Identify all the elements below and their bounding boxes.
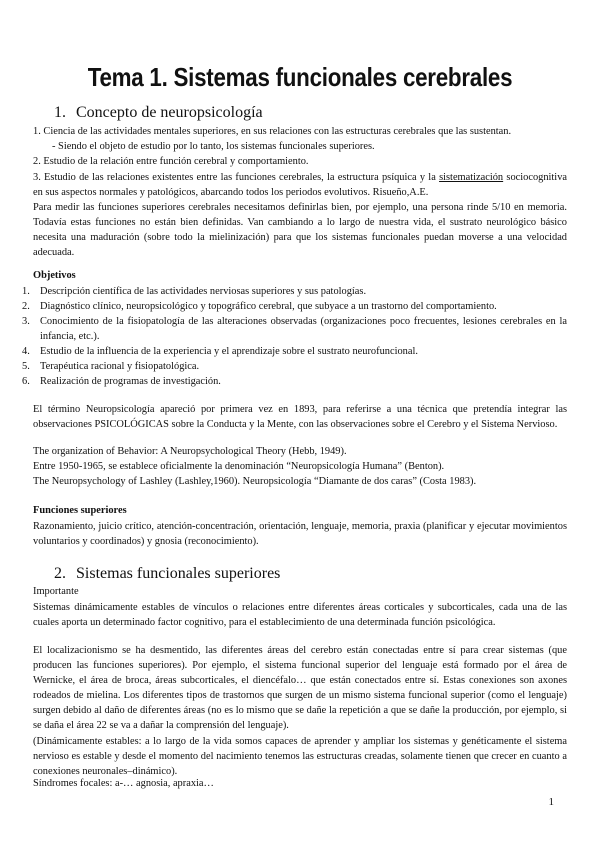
list-item: [22, 314, 567, 344]
measurement-paragraph: Para medir las funciones superiores cerebrales necesitamos definirlas bien, por ejemplo, una persona rinde 5/10 en memoria. Todavía estas funciones no están bien definidas. Van cambiando a lo largo de nuestra vida, el sustrato neurológico básico necesita una maduración (sobre todo la mielinización) para que los sistemas funcionales puedan moverse a una velocidad adecuada.: [33, 202, 567, 258]
definition-paragraph: Sistemas dinámicamente estables de vínculos o relaciones entre diferentes áreas corticales y subcorticales, cada una de las cuales aporta un determinado factor cognitivo, para el establecimiento de una determinada función psicológica.: [33, 602, 567, 628]
importante-label: Importante: [33, 586, 79, 597]
section-1-title: Concepto de neuropsicología: [76, 104, 263, 121]
definition-1: 1. Ciencia de las actividades mentales superiores, en sus relaciones con las estructuras cerebrales que las sustentan.: [33, 126, 512, 137]
list-item-text: Diagnóstico clínico, neuropsicológico y topográfico cerebral, que subyace a un trastorno del comportamiento.: [40, 301, 497, 312]
history-line-benton: Entre 1950-1965, se establece oficialmente la denominación “Neuropsicología Humana” (Benton).: [33, 461, 445, 472]
section-2-title: Sistemas funcionales superiores: [76, 565, 281, 582]
dinamicamente-paragraph: (Dinámicamente estables: a lo largo de la vida somos capaces de aprender y ampliar los sistemas y genéticamente el sistema nervioso es estable y desde el momento del nacimiento tenemos las estructuras creadas, solamente tienen que crecer en cuanto a conexiones neuronales–dinámico).: [33, 736, 567, 777]
definition-3-text-b: sociocognitiva en sus aspectos normales y patológicos, abarcando todos los periodos evolutivos. Risueño,A.E.: [33, 172, 567, 198]
list-item-text: Conocimiento de la fisiopatología de las alteraciones observadas (organizaciones poco frecuentes, lesiones cerebrales en la infancia, etc.).: [40, 316, 567, 342]
list-item: [22, 374, 567, 389]
definition-1-subitem: - Siendo el objeto de estudio por lo tanto, los sistemas funcionales superiores.: [52, 141, 375, 152]
list-item: [22, 284, 567, 299]
list-item-number: 2.: [22, 301, 30, 312]
list-item-text: Descripción científica de las actividades nerviosas superiores y sus patologías.: [40, 286, 367, 297]
page-number: 1: [548, 796, 554, 808]
list-item-number: 5.: [22, 361, 30, 372]
list-item-text: Estudio de la influencia de la experiencia y el aprendizaje sobre el sustrato neurofuncional.: [40, 346, 418, 357]
funciones-heading: Funciones superiores: [33, 505, 127, 516]
list-item-number: 1.: [22, 286, 30, 297]
section-1-number: 1.: [54, 104, 66, 121]
list-item: [22, 344, 567, 359]
list-item: [22, 299, 567, 314]
objetivos-list: [22, 284, 567, 389]
funciones-paragraph: Razonamiento, juicio crítico, atención-concentración, orientación, lenguaje, memoria, praxia (planificar y ejecutar movimientos voluntarios y coordinados) y gnosia (reconocimiento).: [33, 521, 567, 547]
list-item-number: 4.: [22, 346, 30, 357]
objetivos-heading: Objetivos: [33, 270, 76, 281]
history-line-hebb: The organization of Behavior: A Neuropsychological Theory (Hebb, 1949).: [33, 446, 347, 457]
list-item-number: 3.: [22, 316, 30, 327]
history-paragraph: El término Neuropsicología apareció por primera vez en 1893, para referirse a una técnica que pretendía integrar las observaciones PSICOLÓGICAS sobre la Conducta y la Mente, con las observaciones sobre el Cerebro y el Sistema Nervioso.: [33, 404, 567, 430]
section-1-heading: [54, 104, 263, 122]
definition-3-text-a: 3. Estudio de las relaciones existentes entre las funciones cerebrales, la estructura psíquica y la: [33, 172, 440, 183]
list-item-text: Terapéutica racional y fisiopatológica.: [40, 361, 200, 372]
sindromes-line: Síndromes focales: a-… agnosia, apraxia…: [33, 778, 214, 789]
definition-2: 2. Estudio de la relación entre función cerebral y comportamiento.: [33, 156, 309, 167]
page-title: Tema 1. Sistemas funcionales cerebrales: [87, 62, 513, 92]
list-item-text: Realización de programas de investigación.: [40, 376, 221, 387]
definition-3: [33, 170, 567, 200]
history-line-lashley: The Neuropsychology of Lashley (Lashley,1960). Neuropsicología “Diamante de dos caras” (Costa 1983).: [33, 476, 477, 487]
localizacionismo-paragraph: El localizacionismo se ha desmentido, las diferentes áreas del cerebro están conectadas entre sí para crear sistemas (que producen las funciones superiores). Por ejemplo, el sistema funcional superior del lenguaje está formado por el área de Wernicke, el área de broca, áreas subcorticales, el diencéfalo… que están conectados entre sí. Estas conexiones son axones rodeados de mielina. Los diferentes tipos de trastornos que surgen de un mismo sistema funcional superior (como el lenguaje) surgen debido al daño de diferentes áreas (no es lo mismo que se dañe la repetición a que se dañe la producción, por ejemplo, si se daña el área 22 se va a dañar la comprensión del lenguaje).: [33, 645, 567, 731]
section-2-heading: [54, 565, 280, 583]
definition-3-underlined: sistematización: [439, 172, 504, 183]
list-item-number: 6.: [22, 376, 30, 387]
section-2-number: 2.: [54, 565, 66, 582]
list-item: [22, 359, 567, 374]
